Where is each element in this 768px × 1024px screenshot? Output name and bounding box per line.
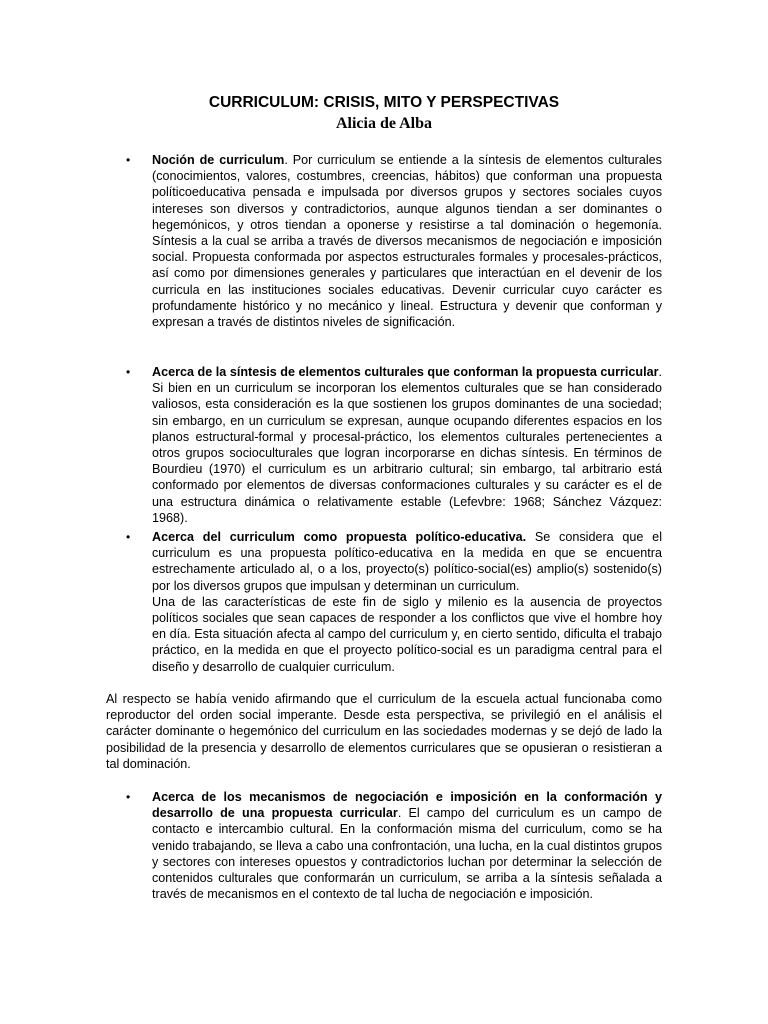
- document-author: Alicia de Alba: [335, 115, 432, 132]
- list-item-nocion: [152, 152, 662, 330]
- bullet-icon: •: [126, 153, 131, 167]
- body-paragraph: Al respecto se había venido afirmando que el curriculum de la escuela actual funcionaba como reproductor del orden social imperante. Desde esta perspectiva, se privilegió en el análisis el carácter dominante o hegemónico del curriculum en las sociedades modernas y se dejó de lado la posibilidad de la presencia y desarrollo de elementos curriculares que se opusieran o resistieran a tal dominación.: [106, 692, 662, 771]
- item-heading: Acerca de la síntesis de elementos culturales que conforman la propuesta curricular: [152, 365, 659, 379]
- list-item-propuesta: [152, 529, 662, 675]
- item-text: . Si bien en un curriculum se incorporan los elementos culturales que se han considerado valiosos, esta consideración es la que sostienen los grupos dominantes de una sociedad; sin embargo, en un curriculum se expresan, aunque ocupando diferentes espacios en los planos estructural-formal y procesal-práctico, los elementos culturales pertenecientes a otros grupos socioculturales que logran incorporarse en dichas síntesis. En términos de Bourdieu (1970) el curriculum es un arbitrario cultural; sin embargo, tal arbitrario está conformado por elementos de diversas conformaciones culturales y su carácter es el de una estructura dinámica o relativamente estable (Lefevbre: 1968; Sánchez Vázquez: 1968).: [152, 365, 662, 525]
- list-item-sintesis: [152, 364, 662, 526]
- bullet-icon: •: [126, 790, 131, 804]
- bullet-icon: •: [126, 530, 131, 544]
- item-heading: Acerca del curriculum como propuesta político-educativa.: [152, 530, 527, 544]
- item-text: . Por curriculum se entiende a la síntesis de elementos culturales (conocimientos, valores, costumbres, creencias, hábitos) que conforman una propuesta políticoeducativa pensada e impulsada por diversos grupos y sectores sociales cuyos intereses son diversos y contradictorios, aunque algunos tiendan a ser dominantes o hegemónicos, y otros tiendan a oponerse y resistirse a tal dominación o hegemonía. Síntesis a la cual se arriba a través de diversos mecanismos de negociación e imposición social. Propuesta conformada por aspectos estructurales formales y procesales-prácticos, así como por dimensiones generales y particulares que interactúan en el devenir de los curricula en las instituciones sociales educativas. Devenir curricular cuyo carácter es profundamente histórico y no mecánico y lineal. Estructura y devenir que conforman y expresan a través de distintos niveles de significación.: [152, 153, 662, 330]
- item-heading: Noción de curriculum: [152, 153, 285, 167]
- list-item-mecanismos: [152, 789, 662, 902]
- item-text-continuation: Una de las características de este fin de siglo y milenio es la ausencia de proyectos políticos sociales que sean capaces de responder a los conflictos que vive el hombre hoy en día. Esta situación afecta al campo del curriculum y, en cierto sentido, dificulta el trabajo práctico, en la medida en que el proyecto político-social es un paradigma central para el diseño y desarrollo de cualquier curriculum.: [152, 594, 662, 674]
- item-heading: Acerca de los mecanismos de negociación e imposición en la conformación y desarrollo de una propuesta curricular: [152, 790, 662, 821]
- item-text: Se considera que el curriculum es una propuesta político-educativa en la medida en que se encuentra estrechamente articulado al, o a los, proyecto(s) político-social(es) amplio(s) sostenido(s) por los diversos grupos que impulsan y determinan un curriculum.: [152, 530, 662, 593]
- document-title: CURRICULUM: CRISIS, MITO Y PERSPECTIVAS: [208, 94, 560, 111]
- bullet-icon: •: [126, 365, 131, 379]
- item-text: . El campo del curriculum es un campo de contacto e intercambio cultural. En la conformación misma del curriculum, como se ha venido trabajando, se lleva a cabo una confrontación, una lucha, en la cual distintos grupos y sectores con intereses opuestos y contradictorios luchan por determinar la selección de contenidos culturales que conformarán un curriculum, se arriba a la síntesis señalada a través de mecanismos en el contexto de tal lucha de negociación e imposición.: [152, 806, 663, 902]
